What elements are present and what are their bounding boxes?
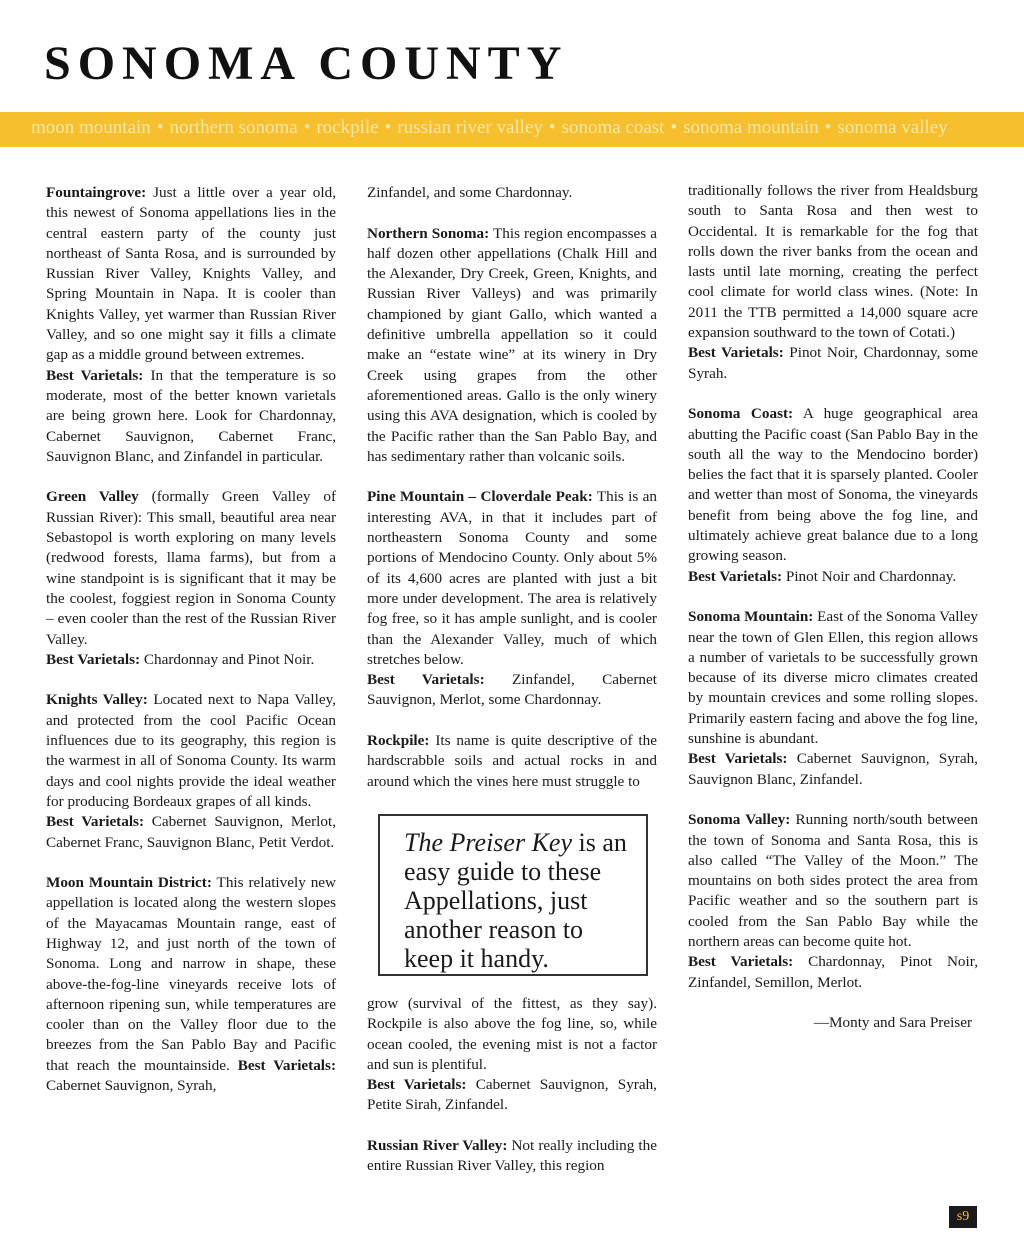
section-heading: Green Valley — [46, 488, 139, 506]
band-item: sonoma mountain — [683, 117, 819, 138]
best-varietals-label: Best Varietals: — [46, 366, 144, 384]
knights-valley-section — [46, 690, 336, 852]
section-text: This relatively new appellation is located along the western slopes of the Mayacamas Mountain range, east of Highway 12, and just north of the town of Sonoma. Long and narrow in shape, these above-the-fog-line vineyards receive lots of afternoon ripening sun, while temperatures are cooler than on the Valley floor due to the breezes from the San Pablo Bay and Pacific that reach the mountainside. — [46, 874, 336, 1074]
northern-sonoma-section — [367, 224, 657, 468]
band-item: rockpile — [316, 117, 379, 138]
best-varietals-label: Best Varietals: — [688, 344, 784, 362]
sonoma-coast-section — [688, 404, 978, 587]
section-text: Its name is quite descriptive of the hardscrabble soils and actual rocks in and around which the vines here must struggle to — [367, 732, 657, 790]
page-number: s9 — [949, 1206, 977, 1228]
band-separator: • — [548, 117, 556, 138]
best-varietals-text: Chardonnay, Pinot Noir, Zinfandel, Semillon, Merlot. — [688, 953, 978, 991]
green-valley-section — [46, 487, 336, 670]
section-text: grow (survival of the fittest, as they say). Rockpile is also above the fog line, so, while ocean cooled, the evening mist is not a factor and sun is plentiful. — [367, 995, 657, 1073]
section-text: (formally Green Valley of Russian River): This small, beautiful area near Sebastopol is worth exploring on many levels (redwood forests, llama farms), but from a wine standpoint is is significant that it may be the coolest, foggiest region in Sonoma County – even cooler than the rest of the Russian River Valley. — [46, 488, 336, 648]
best-varietals-label: Best Varietals: — [367, 1076, 467, 1094]
band-item: northern sonoma — [169, 117, 298, 138]
author-signature: —Monty and Sara Preiser — [813, 1014, 972, 1032]
best-varietals-text: Cabernet Sauvignon, Syrah, — [46, 1077, 217, 1095]
band-separator: • — [384, 117, 392, 138]
column-2-lower — [367, 994, 657, 1197]
band-item: sonoma valley — [837, 117, 948, 138]
section-text: Running north/south between the town of Sonoma and Santa Rosa, this is also called “The Valley of the Moon.” The mountains on both sides protect the area from Pacific weather and so the southern part is cooled from the San Pablo Bay while the northern areas can become quite hot. — [688, 811, 978, 950]
section-heading: Fountaingrove: — [46, 184, 147, 201]
section-text: Just a little over a year old, this newest of Sonoma appellations lies in the central eastern party of the county just northeast of Santa Rosa, and is surrounded by Russian River Valley, Knights Valley, and Spring Mountain in Napa. It is cooler than Knights Valley, yet warmer than Russian River Valley, and so one might say it fills a climate gap as a middle ground between extremes. — [46, 184, 336, 364]
section-heading: Moon Mountain District: — [46, 874, 212, 892]
band-separator: • — [156, 117, 164, 138]
section-heading: Knights Valley: — [46, 691, 148, 709]
best-varietals-text: Pinot Noir, Chardonnay, some Syrah. — [688, 344, 978, 382]
column-2 — [367, 183, 657, 812]
rockpile-section — [367, 731, 657, 792]
sonoma-valley-section — [688, 810, 978, 993]
best-varietals-label: Best Varietals: — [46, 813, 145, 831]
russian-river-continued — [688, 181, 978, 384]
best-varietals-label: Best Varietals: — [688, 953, 794, 971]
moon-mountain-continued: Zinfandel, and some Chardonnay. — [367, 184, 573, 201]
band-item: moon mountain — [31, 117, 151, 138]
best-varietals-label: Best Varietals: — [367, 671, 485, 689]
section-text: This is an interesting AVA, in that it includes part of northeastern Sonoma County and some portions of Mendocino County. Only about 5% of its 4,600 acres are planted with just a bit more under development. The area is relatively fog free, so it has ample sunlight, and is cooler than the Alexander Valley, much of which stretches below. — [367, 488, 657, 668]
best-varietals-label: Best Varietals: — [46, 650, 141, 668]
band-separator: • — [824, 117, 832, 138]
band-item: russian river valley — [397, 117, 543, 138]
appellations-band — [0, 112, 1024, 147]
fountaingrove-section — [46, 183, 336, 467]
best-varietals-text: Cabernet Sauvignon, Syrah, Sauvignon Blanc, Zinfandel. — [688, 750, 978, 788]
band-item: sonoma coast — [561, 117, 665, 138]
callout-text: is an easy guide to these Appellations, just another reason to keep it handy. — [404, 828, 627, 973]
rockpile-continued — [367, 994, 657, 1116]
section-heading: Russian River Valley: — [367, 1137, 508, 1155]
section-text: Located next to Napa Valley, and protected from the cool Pacific Ocean influences due to its geography, this region is the warmest in all of Sonoma County. Its warm days and cool nights provide the ideal weather for producing Bordeaux grapes of all kinds. — [46, 691, 337, 810]
sonoma-mountain-section — [688, 607, 978, 790]
russian-river-section — [367, 1136, 657, 1177]
section-heading: Sonoma Coast: — [688, 405, 794, 423]
section-text: East of the Sonoma Valley near the town of Glen Ellen, this region allows a number of varietals to be successfully grown because of its diverse micro climates created by mountain crevices and some rolling slopes. Primarily eastern facing and above the fog line, sunshine is abundant. — [688, 608, 978, 748]
section-text: traditionally follows the river from Healdsburg south to Santa Rosa and then west to Occidental. It is remarkable for the fog that rolls down the river banks from the ocean and lasts until late morning, creating the perfect cool climate for world class wines. (Note: In 2011 the TTB permitted a 14,000 square acre expansion southward to the town of Cotati.) — [688, 182, 978, 342]
best-varietals-label: Best Varietals: — [688, 567, 783, 585]
best-varietals-text: Pinot Noir and Chardonnay. — [782, 567, 957, 585]
best-varietals-text: Cabernet Sauvignon, Merlot, Cabernet Franc, Sauvignon Blanc, Petit Verdot. — [46, 813, 336, 851]
best-varietals-text: Chardonnay and Pinot Noir. — [140, 650, 315, 668]
section-text: Not really including the entire Russian River Valley, this region — [367, 1137, 657, 1175]
callout-italic: The Preiser Key — [404, 828, 572, 857]
pine-mountain-section — [367, 487, 657, 710]
best-varietals-label: Best Varietals: — [688, 750, 788, 768]
section-text: This region encompasses a half dozen other appellations (Chalk Hill and the Alexander, Dry Creek, Green, Knights, and Russian River Valleys) and was primarily championed by giant Gallo, which wanted a definitive umbrella appellation so it could make an “estate wine” at its winery in Dry Creek using grapes from the other aforementioned areas. Gallo is the only winery using this AVA designation, which is cooled by the Pacific rather than the San Pablo Bay, and has sedimentary rather than volcanic soils. — [367, 224, 657, 465]
section-heading: Northern Sonoma: — [367, 224, 490, 242]
best-varietals-text: Zinfandel, Cabernet Sauvignon, Merlot, some Chardonnay. — [367, 671, 657, 709]
moon-mountain-section — [46, 873, 336, 1096]
band-separator: • — [303, 117, 311, 138]
appellations-list — [31, 117, 948, 139]
section-heading: Rockpile: — [367, 732, 430, 750]
section-heading: Sonoma Valley: — [688, 811, 791, 829]
best-varietals-label: Best Varietals: — [237, 1056, 336, 1074]
column-3 — [688, 181, 978, 1054]
best-varietals-text: In that the temperature is so moderate, most of the better known varietals are being grown here. Look for Chardonnay, Cabernet Sauvignon, Cabernet Franc, Sauvignon Blanc, and Zinfandel in particular. — [46, 366, 336, 465]
section-heading: Pine Mountain – Cloverdale Peak: — [367, 488, 593, 506]
section-heading: Sonoma Mountain: — [688, 608, 814, 626]
band-separator: • — [670, 117, 678, 138]
section-text: A huge geographical area abutting the Pacific coast (San Pablo Bay in the south all the way to the Mendocino border) belies the fact that it is sparsely planted. Cooler and wetter than most of Sonoma, the vineyards benefit from being above the fog line, and ultimately achieve great balance due to a long growing season. — [688, 405, 978, 565]
preiser-key-callout — [378, 814, 648, 976]
page-title: SONOMA COUNTY — [44, 37, 569, 90]
column-1 — [46, 183, 336, 1117]
best-varietals-text: Cabernet Sauvignon, Syrah, Petite Sirah, Zinfandel. — [367, 1076, 657, 1114]
